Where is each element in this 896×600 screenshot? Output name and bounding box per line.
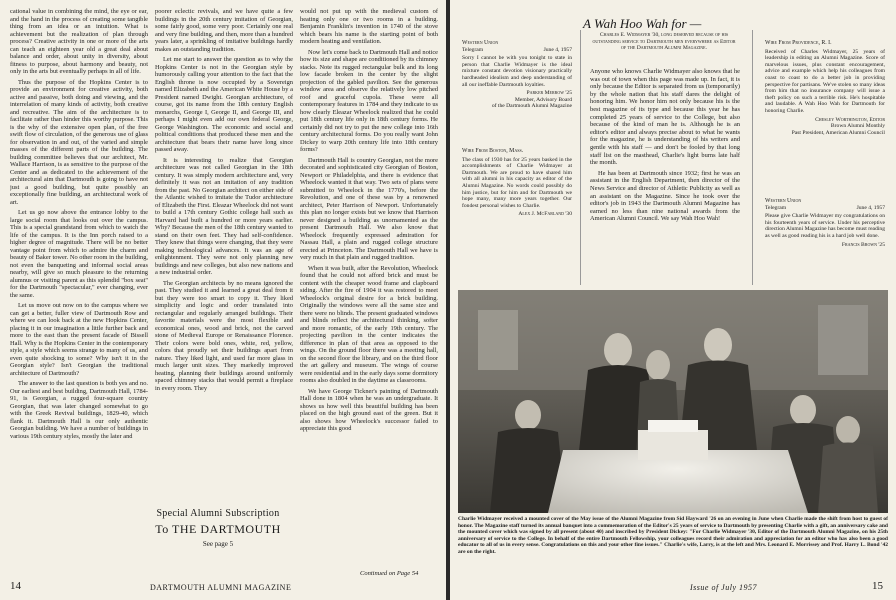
wire-body: Received of Charles Widmayer, 25 years of leadership in editing an Alumni Magazine. Score of marvelous issues, plus constant encouragement, advice and example which help his colleagues from coast to coast to do a better job in providing perspective for partisans. We've stolen so many ideas from him that no insurance company will issue a theft policy on such a terrible risk. He's hospitable and laudable. A Wah Hoo Wah for Dartmouth for honoring Charlie. [765,48,885,114]
page-heading: A Wah Hoo Wah for — [583,16,702,31]
telegram-body: Sorry I cannot be with you tonight to state in person that Charlie Widmayer is the ideal mixture constant devotion visionary practically hardheaded idealism and deep understanding of all our ineffable Dartmouth loyalties. [462,55,572,88]
paragraph: Let us move out now on to the campus where we can get a better, fuller view of Dartmouth Row and where we can look back at the new Hopkins Center, placing it in our imagination a little further back and more to the east than the present facade of Bissell Hall. Why is the Hopkins Center in the contemporary style, a style which seems strange to many of us, and even quite shocking to some? Why isn't it in the Georgian style? Isn't Georgian the traditional architecture of Dartmouth? [10,302,148,377]
editorial-body [590,68,740,278]
telegram-signature: Francis Brown '25 [841,241,885,248]
paragraph: When it was built, after the Revolution, Wheelock found that he could not afford brick and must be content with the cheaper wood frame and clapboard siding. After the fire of 1904 it was restored to meet Wheelock's original desire for a brick building. Originally the windows were all the same size and there were no blinds. The present graduated windows and blinds reflect the architectural thinking, softer and more romantic, of the early 19th century. The projecting pavilion in the center indicates the difference in plan of that area as opposed to the wings. On the ground floor there was a meeting hall, on the second floor the library, and on the third floor the art gallery and museum. The wings of course were residential and in the early days some dormitory rooms also doubled in the daytime as classrooms. [300,264,438,384]
telegram-date: June 4, 1957 [856,204,885,211]
telegram-subhead-row [462,47,572,54]
wire-signature: Chesley Worthington, Editor [815,116,885,123]
article-column-2 [155,8,293,498]
paragraph: Dartmouth Hall is country Georgian, not the more decorated and sophisticated city Georgian of Boston, Newport or Philadelphia, and there is evidence that Wheelock wanted it that way. Two sets of plans were submitted to Wheelock in the 1770's, before the Revolution, and one of these was by a renowned architect, Peter Harrison of Newport. Unfortunately this plan no longer exists but we know that Harrison never designed a building as unornamented as the present Dartmouth Hall. We also know that Wheelock frequently expressed admiration for Nassau Hall, a plain and rugged college structure erected at Princeton. The Dartmouth Hall we have is very much in that plain and rugged tradition. [300,156,438,261]
subscription-promo [148,508,288,548]
photo-caption: Charlie Widmayer received a mounted cover of the May issue of the Alumni Magazine from Sid Hayward '26 on an evening in June when Charlie made the shift from host to guest of honor. The Magazine staff turned its annual banquet into a commemoration of the Editor's 25 years of service to Dartmouth by presenting Charlie with a gift, an anniversary cake and the mounted cover which was signed by all present (about 40) and inscribed by President Dickey: "For Charlie Widmayer '30, Editor of the Dartmouth Alumni Magazine, on his 25th anniversary of service to the College. In behalf of the entire Dartmouth Fellowship, your colleagues record their admiration and appreciation for an editor who has also been a good educator to all of us in every sense. Congratulations on this and your other fine issues." Charlie's wife, Larry, is at the left and Mrs. Leonard E. Morrissey and Prof. Harry L. Bond '42 are on the right. [458,516,888,555]
telegram-header: Western Union [765,198,802,204]
telegram-subhead: Telegram [765,204,787,211]
issue-footer: Issue of July 1957 [690,583,757,592]
promo-line-3: See page 5 [202,540,234,548]
wire-signature-title: Brown Alumni Monthly [830,123,885,130]
intro-text: Charles E. Widmayer '30, long deserved because of his outstanding service to Dartmouth men everywhere as Editor of the Dartmouth Alumni Magazine. [592,32,736,52]
left-page [0,0,446,600]
wire-signature: Alex J. McFarland '30 [518,211,572,218]
column-rule [752,30,753,285]
wire-boston [462,148,572,218]
paragraph: Let us go now above the entrance lobby to the large social room that looks out over the campus. This is a special grandstand from which to watch the life of the campus. It is the Inn porch raised to a higher degree of magnitude. There will be no better vantage point from which to admire the charm and beauty of Baker tower. No other room in the building, not even the banqueting and informal social areas nearby, will give so much pleasure to the returning alumnus or visiting parent as this splendid "box seat" for the Dartmouth "spectacular," ever changing, ever the same. [10,209,148,299]
continued-note: Continued on Page 54 [360,570,419,577]
paragraph: Thus the purpose of the Hopkins Center is to provide an environment for creative activity, both active and passive, both doing and viewing, and the interrelation of many kinds of activity, both creative and recreative. The aim of the architecture is to facilitate rather than hinder this worthy purpose. This is the why of the extensive open plan, of the free swift flow of circulation, of the generous use of glass for observation in and out, of the varied and simple masses of the different parts of the building. The building committee believes that our architect, Mr. Wallace Harrison, is as sensitive to the purpose of the Center and as dedicated to the achievement of the architectural aim that Dartmouth is going to have not just a good building, but quite possibly an exceptionally fine building, an architectural work of art. [10,78,148,206]
column-rule [580,30,581,285]
article-column-3 [300,8,438,564]
promo-line-2: To THE DARTMOUTH [155,522,281,536]
wire-header: Wire From Providence, R. I. [765,40,832,46]
wire-body: The class of 1930 has for 25 years basked in the accomplishments of Charlie Widmayer at Dartmouth. We are proud to have shared him with all alumni in his capacity as editor of the Alumni Magazine. No words could possibly do him justice, but for him and for Dartmouth we hope many, many more years together. Our fondest personal wishes to Charlie. [462,156,572,209]
paragraph: poorer eclectic revivals, and we have quite a few buildings in the 20th century imitation of Georgian, some fairly good, some very poor. Certainly one real and very fine building, and then, more than a hundred years later, a sprinkling of imitative buildings hardly makes an outstanding tradition. [155,8,293,53]
telegram-signature-org: of the Dartmouth Alumni Magazine [491,103,572,110]
paragraph: We have George Tickner's painting of Dartmouth Hall done in 1804 when he was an undergraduate. It shows us how well this beautiful building has been placed on the high ground east of the green. But it also shows how Wheelock's successor failed to appreciate this good [300,387,438,432]
article-column-1 [10,8,148,568]
wire-header: Wire From Boston, Mass. [462,148,524,154]
telegram-subhead-row [765,205,885,212]
paragraph: The answer to the last question is both yes and no. Our earliest and best building, Dartmouth Hall, 1784-91, is Georgian, a rugged four-square country Georgian, that was later changed somewhat to go with the Greek Revival buildings, 1829-40, which flank it. Dartmouth Hall is our only authentic Georgian building. We have a number of buildings in various 19th century styles, mostly the later and [10,380,148,440]
paragraph: Now let's come back to Dartmouth Hall and notice how its size and shape are conditioned by its chimney stacks. Note its rugged rectangular bulk and its long low facade broken in the center by the slight projection of the gabled pavilion. See the generous window area and observe the relatively low pitched roof and graceful cupola. These were all contemporary features in 1784 and they indicate to us how clearly Eleazar Wheelock realized that he could put 18th century life only in 18th century forms. He certainly did not try to put the new college into 16th century architectural forms. Do you really want John Dickey to warp 20th century life into 18th century forms? [300,48,438,153]
paragraph: cational value in combining the mind, the eye or ear, and the hand in the process of creating some tangible thing from an idea or an intuition. What is achievement but the realization of plan through process? Creative activity in one or more of the arts can teach an eighteen year old a great deal about balance and order, about unity in diversity, about fitness to purpose, about harmony and beauty, not only in the arts but eventually perhaps in all of life. [10,8,148,75]
paragraph: He has been at Dartmouth since 1932; first he was an assistant in the English Department, then director of the News Service and director of Athletic Publicity as well as an assistant on the Magazine. Since he took over the editor's job in 1943 the Dartmouth Alumni Magazine has earned no less than nine national awards from the American Alumni Council. We say Wah Hoo Wah! [590,169,740,223]
paragraph: Let me start to answer the question as to why the Hopkins Center is not in the Georgian style by humorously calling your attention to the fact that the English throne is now occupied by a Sovereign named Elizabeth and the American White House by a President named Dwight. Georgian architecture, of course, got its name from the 18th century English monarchs, George I, George II, and George III, and perhaps I might even add our own federal George, George Washington. The economic and social and political conditions that produced these men and the architecture that bears their name have long since passed away. [155,56,293,153]
magazine-footer: DARTMOUTH ALUMNI MAGAZINE [150,583,292,592]
wire-signature-org: Past President, American Alumni Council [791,129,885,136]
telegram-merrow [462,40,572,110]
page-number-left: 14 [10,580,21,592]
paragraph: It is interesting to realize that Georgian architecture was not called Georgian in the 18th century. It was simply modern architecture and, very definitely it was not an imitation of any tradition from the past. No Georgian architect on either side of the Atlantic wished to imitate the Tudor architecture of Elizabeth the First. Eleazar Wheelock did not want to build a 17th century Gothic college hall such as Harvard had built a hundred or more years earlier. Why? Because the men of the 18th century wanted to stand on their own feet. They had self-confidence. They knew that things were changing, that they were making technological advances. It was an age of enlightenment. They were not only planning new buildings and new colleges, but also new nations and a new industrial order. [155,156,293,276]
paragraph: would not put up with the medieval custom of heating only one or two rooms in a building. Benjamin Franklin's invention in 1740 of the stove which bears his name is the starting point of both modern heating and ventilation. [300,8,438,45]
telegram-signature-title: Member, Advisory Board [514,96,572,103]
telegram-body: Please give Charlie Widmayer my congratulations on his fourteenth years of service. Under his perceptive direction Alumni Magazine has become must reading as well as good reading his is a hard job well done. [765,213,885,239]
banquet-photograph [458,290,888,513]
telegram-signature: Parker Merrow '25 [526,90,572,97]
editorial-intro [590,32,738,52]
paragraph: Anyone who knows Charlie Widmayer also knows that he was out of town when this page was made up. In fact, it is only because the Editor is separated from us (temporarily) by the whole nation that his staff dares the delight of honoring him. We honor him not only because his is the best magazine of its type and because this year he has completed 25 years of service to the College, but also because of the kind of man he is. Although he is an editor's editor and always precise about to what he wants for the magazine, he is understanding of his writers and gentle with his staff — and don't be fooled by that long staff list on the masthead, Charlie's light burns late half the month. [590,68,740,167]
promo-line-1: Special Alumni Subscription [156,508,280,519]
paragraph: The Georgian architects by no means ignored the past. They studied it and learned a great deal from it but they were too smart to copy it. They liked simplicity and logic and order translated into rectangular and regularly arranged buildings. Their favorite materials were the most flexible and economical ones, wood and brick, not the carved stone of Medieval Europe or Renaissance Florence. Their colors were bold ones, white, red, yellow, colors that proudly set their buildings apart from nature. They liked light, and used far more glass in much larger unit sizes. They markedly improved heating, planning their buildings around uniformly spaced chimney stacks that would permit a fireplace in every room. They [155,279,293,392]
telegram-subhead: Telegram [462,46,484,53]
wire-providence [765,40,885,136]
telegram-header: Western Union [462,40,499,46]
page-number-right: 15 [872,580,883,592]
telegram-date: June 4, 1957 [543,46,572,53]
telegram-brown [765,198,885,248]
